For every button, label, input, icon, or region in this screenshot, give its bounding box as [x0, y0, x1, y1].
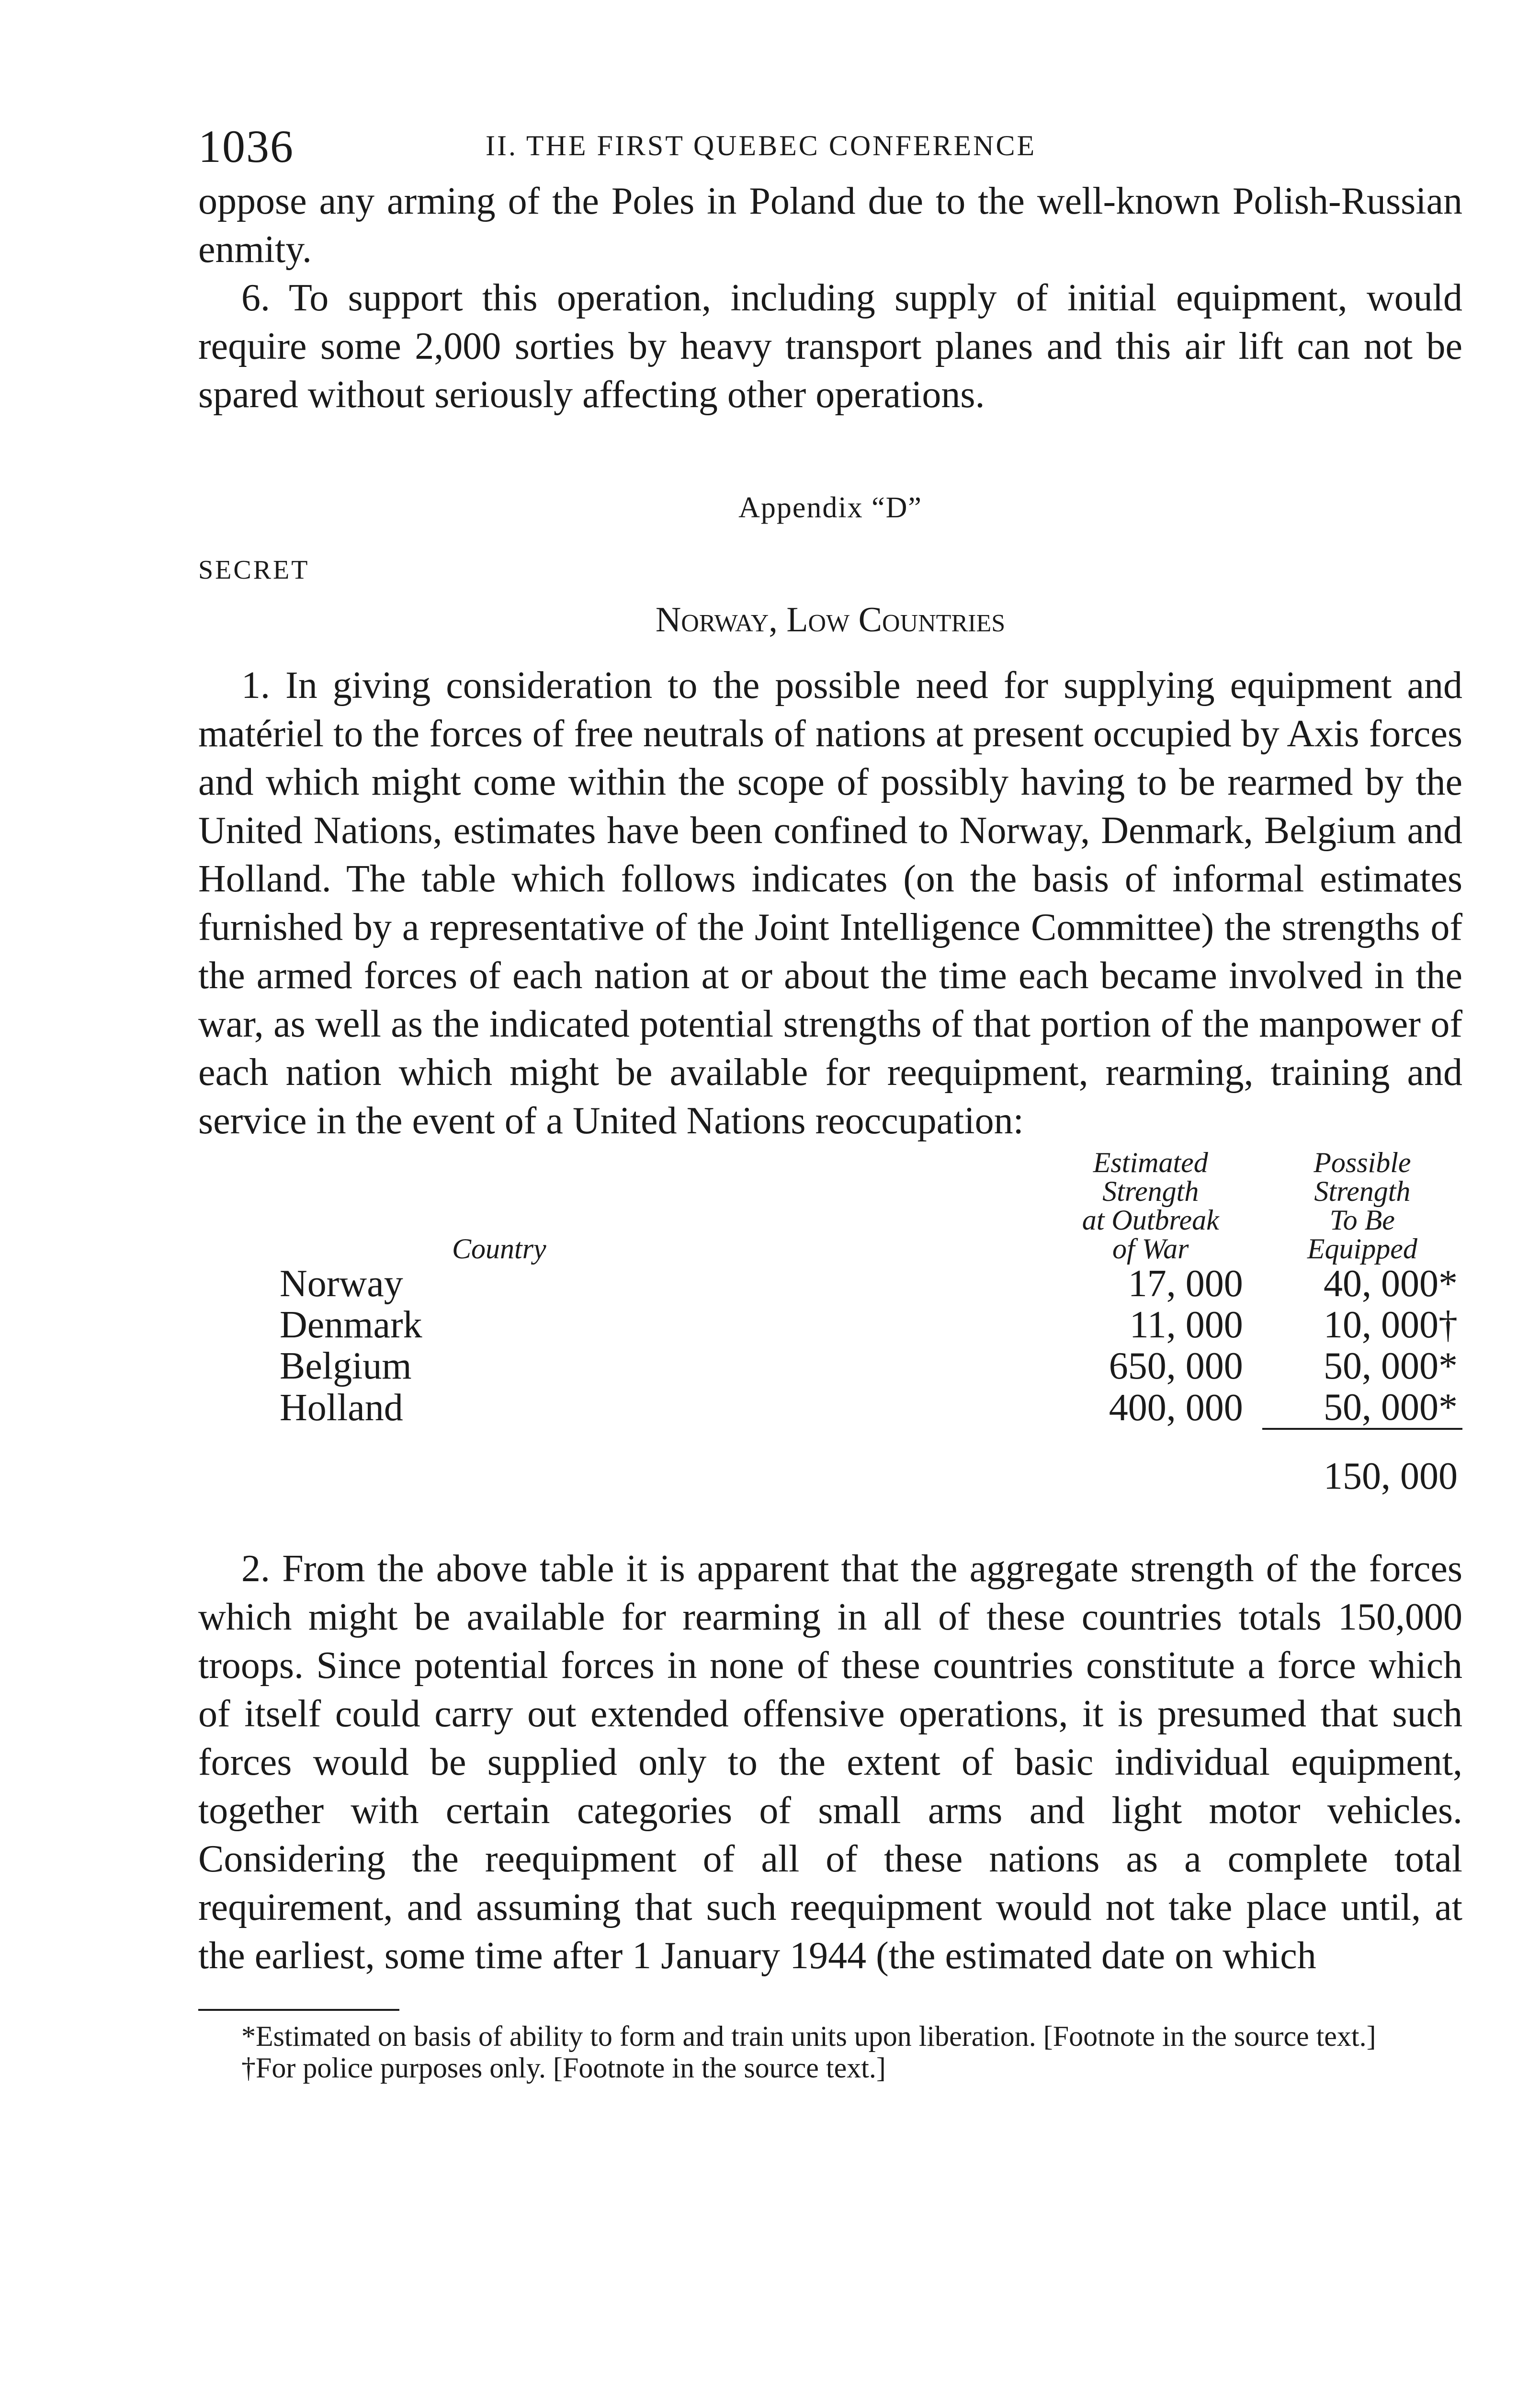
section-title-part-1: Norway — [655, 600, 769, 639]
classification-label: SECRET — [198, 555, 310, 585]
cell-country: Belgium — [280, 1345, 412, 1387]
table-row — [280, 1263, 1462, 1304]
strength-table — [280, 1148, 1462, 1497]
total-value: 150, 000 — [1324, 1455, 1458, 1497]
footnote-2: †For police purposes only. [Footnote in the source text.] — [241, 2052, 886, 2084]
table-row — [280, 1387, 1462, 1429]
section-title — [198, 600, 1462, 640]
table-header-row — [280, 1148, 1462, 1263]
header-possible-line: Equipped — [1307, 1233, 1417, 1265]
table-row — [280, 1346, 1462, 1387]
table-total-row — [280, 1429, 1462, 1497]
header-possible-line: To Be — [1329, 1204, 1395, 1236]
header-possible-line: Strength — [1314, 1175, 1411, 1207]
continuation-paragraph: oppose any arming of the Poles in Poland due to the well-known Polish-Russian enmity. — [198, 180, 1462, 271]
table-row — [280, 1304, 1462, 1346]
section-title-separator: , — [769, 600, 787, 639]
cell-possible: 50, 000* — [1324, 1386, 1458, 1428]
running-title: II. THE FIRST QUEBEC CONFERENCE — [486, 130, 1037, 161]
section-title-part-2: Low Countries — [786, 600, 1006, 639]
header-possible-line: Possible — [1314, 1147, 1411, 1178]
running-head — [198, 110, 1462, 177]
cell-possible: 10, 000† — [1324, 1304, 1458, 1346]
cell-estimated: 17, 000 — [1128, 1263, 1243, 1305]
header-possible-strength — [1262, 1148, 1462, 1263]
cell-country: Holland — [280, 1387, 403, 1429]
appendix-label: Appendix “D” — [738, 491, 922, 524]
paragraph-2: 2. From the above table it is apparent that the aggregate strength of the forces which might be available for rearming in all of these countries totals 150,000 troops. Since potential forces in none of these countries constitute a force which of itself could carry out extended offensive operations, it is presumed that such forces would be supplied only to the extent of basic individual equipment, together with certain categories of small arms and light motor vehicles. Considering the reequipment of all of these nations as a complete total requirement, and assuming that such reequipment would not take place until, at the earliest, some time after 1 January 1944 (the estimated date on which — [198, 1548, 1462, 1977]
footnote-divider — [198, 2009, 399, 2011]
header-country: Country — [452, 1233, 546, 1265]
header-estimated-strength — [1039, 1148, 1262, 1263]
page-number: 1036 — [198, 121, 294, 172]
cell-estimated: 11, 000 — [1129, 1304, 1243, 1346]
cell-estimated: 400, 000 — [1109, 1387, 1243, 1429]
cell-country: Denmark — [280, 1304, 422, 1346]
document-page — [198, 110, 1462, 2084]
paragraph-1: 1. In giving consideration to the possible need for supplying equipment and matériel to the forces of free neutrals of nations at present occupied by Axis forces and which might come within the scope of possibly having to be rearmed by the United Nations, estimates have been confined to Norway, Denmark, Belgium and Holland. The table which follows indicates (on the basis of informal estimates furnished by a representative of the Joint Intelligence Committee) the strengths of the armed forces of each nation at or about the time each became involved in the war, as well as the indicated potential strengths of that portion of the manpower of each nation which might be available for reequipment, rearming, training and service in the event of a United Nations reoccupation: — [198, 664, 1462, 1142]
header-estimated-line: Estimated — [1093, 1147, 1208, 1178]
cell-possible: 50, 000* — [1324, 1345, 1458, 1387]
total-cell — [1262, 1429, 1462, 1497]
cell-country: Norway — [280, 1263, 403, 1305]
header-estimated-line: at Outbreak — [1082, 1204, 1219, 1236]
cell-possible: 40, 000* — [1324, 1263, 1458, 1305]
footnote-1: *Estimated on basis of ability to form and train units upon liberation. [Footnote in the source text.] — [241, 2020, 1376, 2052]
cell-estimated: 650, 000 — [1109, 1345, 1243, 1387]
header-estimated-line: of War — [1112, 1233, 1189, 1265]
paragraph-6: 6. To support this operation, including supply of initial equipment, would require some 2,000 sorties by heavy transport planes and this air lift can not be spared without seriously affecting other operations. — [198, 277, 1462, 416]
header-estimated-line: Strength — [1102, 1175, 1199, 1207]
